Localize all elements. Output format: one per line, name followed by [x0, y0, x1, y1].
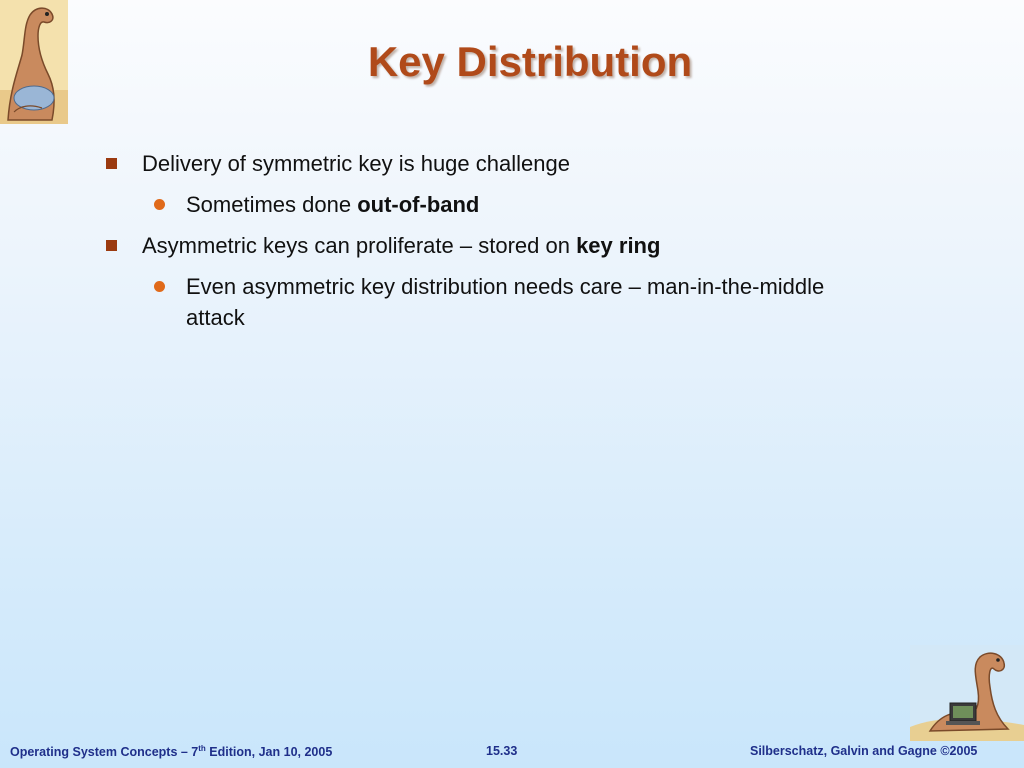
bullet-bold-text: out-of-band: [357, 192, 480, 217]
sub-bullet-item: [104, 189, 866, 220]
bullet-text: Sometimes done: [186, 192, 358, 217]
bullet-text: Delivery of symmetric key is huge challenge: [142, 151, 570, 176]
square-bullet-icon: [106, 158, 117, 169]
bullet-text: Even asymmetric key distribution needs care – man-in-the-middle attack: [186, 274, 825, 330]
round-bullet-icon: [154, 281, 165, 292]
slide-title: Key Distribution: [367, 38, 693, 85]
bullet-text: Asymmetric keys can proliferate – stored on: [142, 233, 577, 258]
square-bullet-icon: [106, 240, 117, 251]
footer-course-title: Operating System Concepts – 7th Edition, Jan 10, 2005: [10, 744, 333, 760]
dinosaur-laptop-icon: [910, 645, 1024, 741]
footer-page-number: 15.33: [486, 744, 518, 758]
sub-bullet-item: [104, 271, 866, 333]
dinosaur-logo-icon: [0, 0, 68, 124]
bullet-item: [104, 230, 904, 261]
bullet-bold-text: key ring: [576, 233, 661, 258]
bullet-item: [104, 148, 904, 179]
round-bullet-icon: [154, 199, 165, 210]
bullet-list: [104, 148, 904, 343]
footer-copyright: Silberschatz, Galvin and Gagne ©2005: [750, 744, 978, 758]
